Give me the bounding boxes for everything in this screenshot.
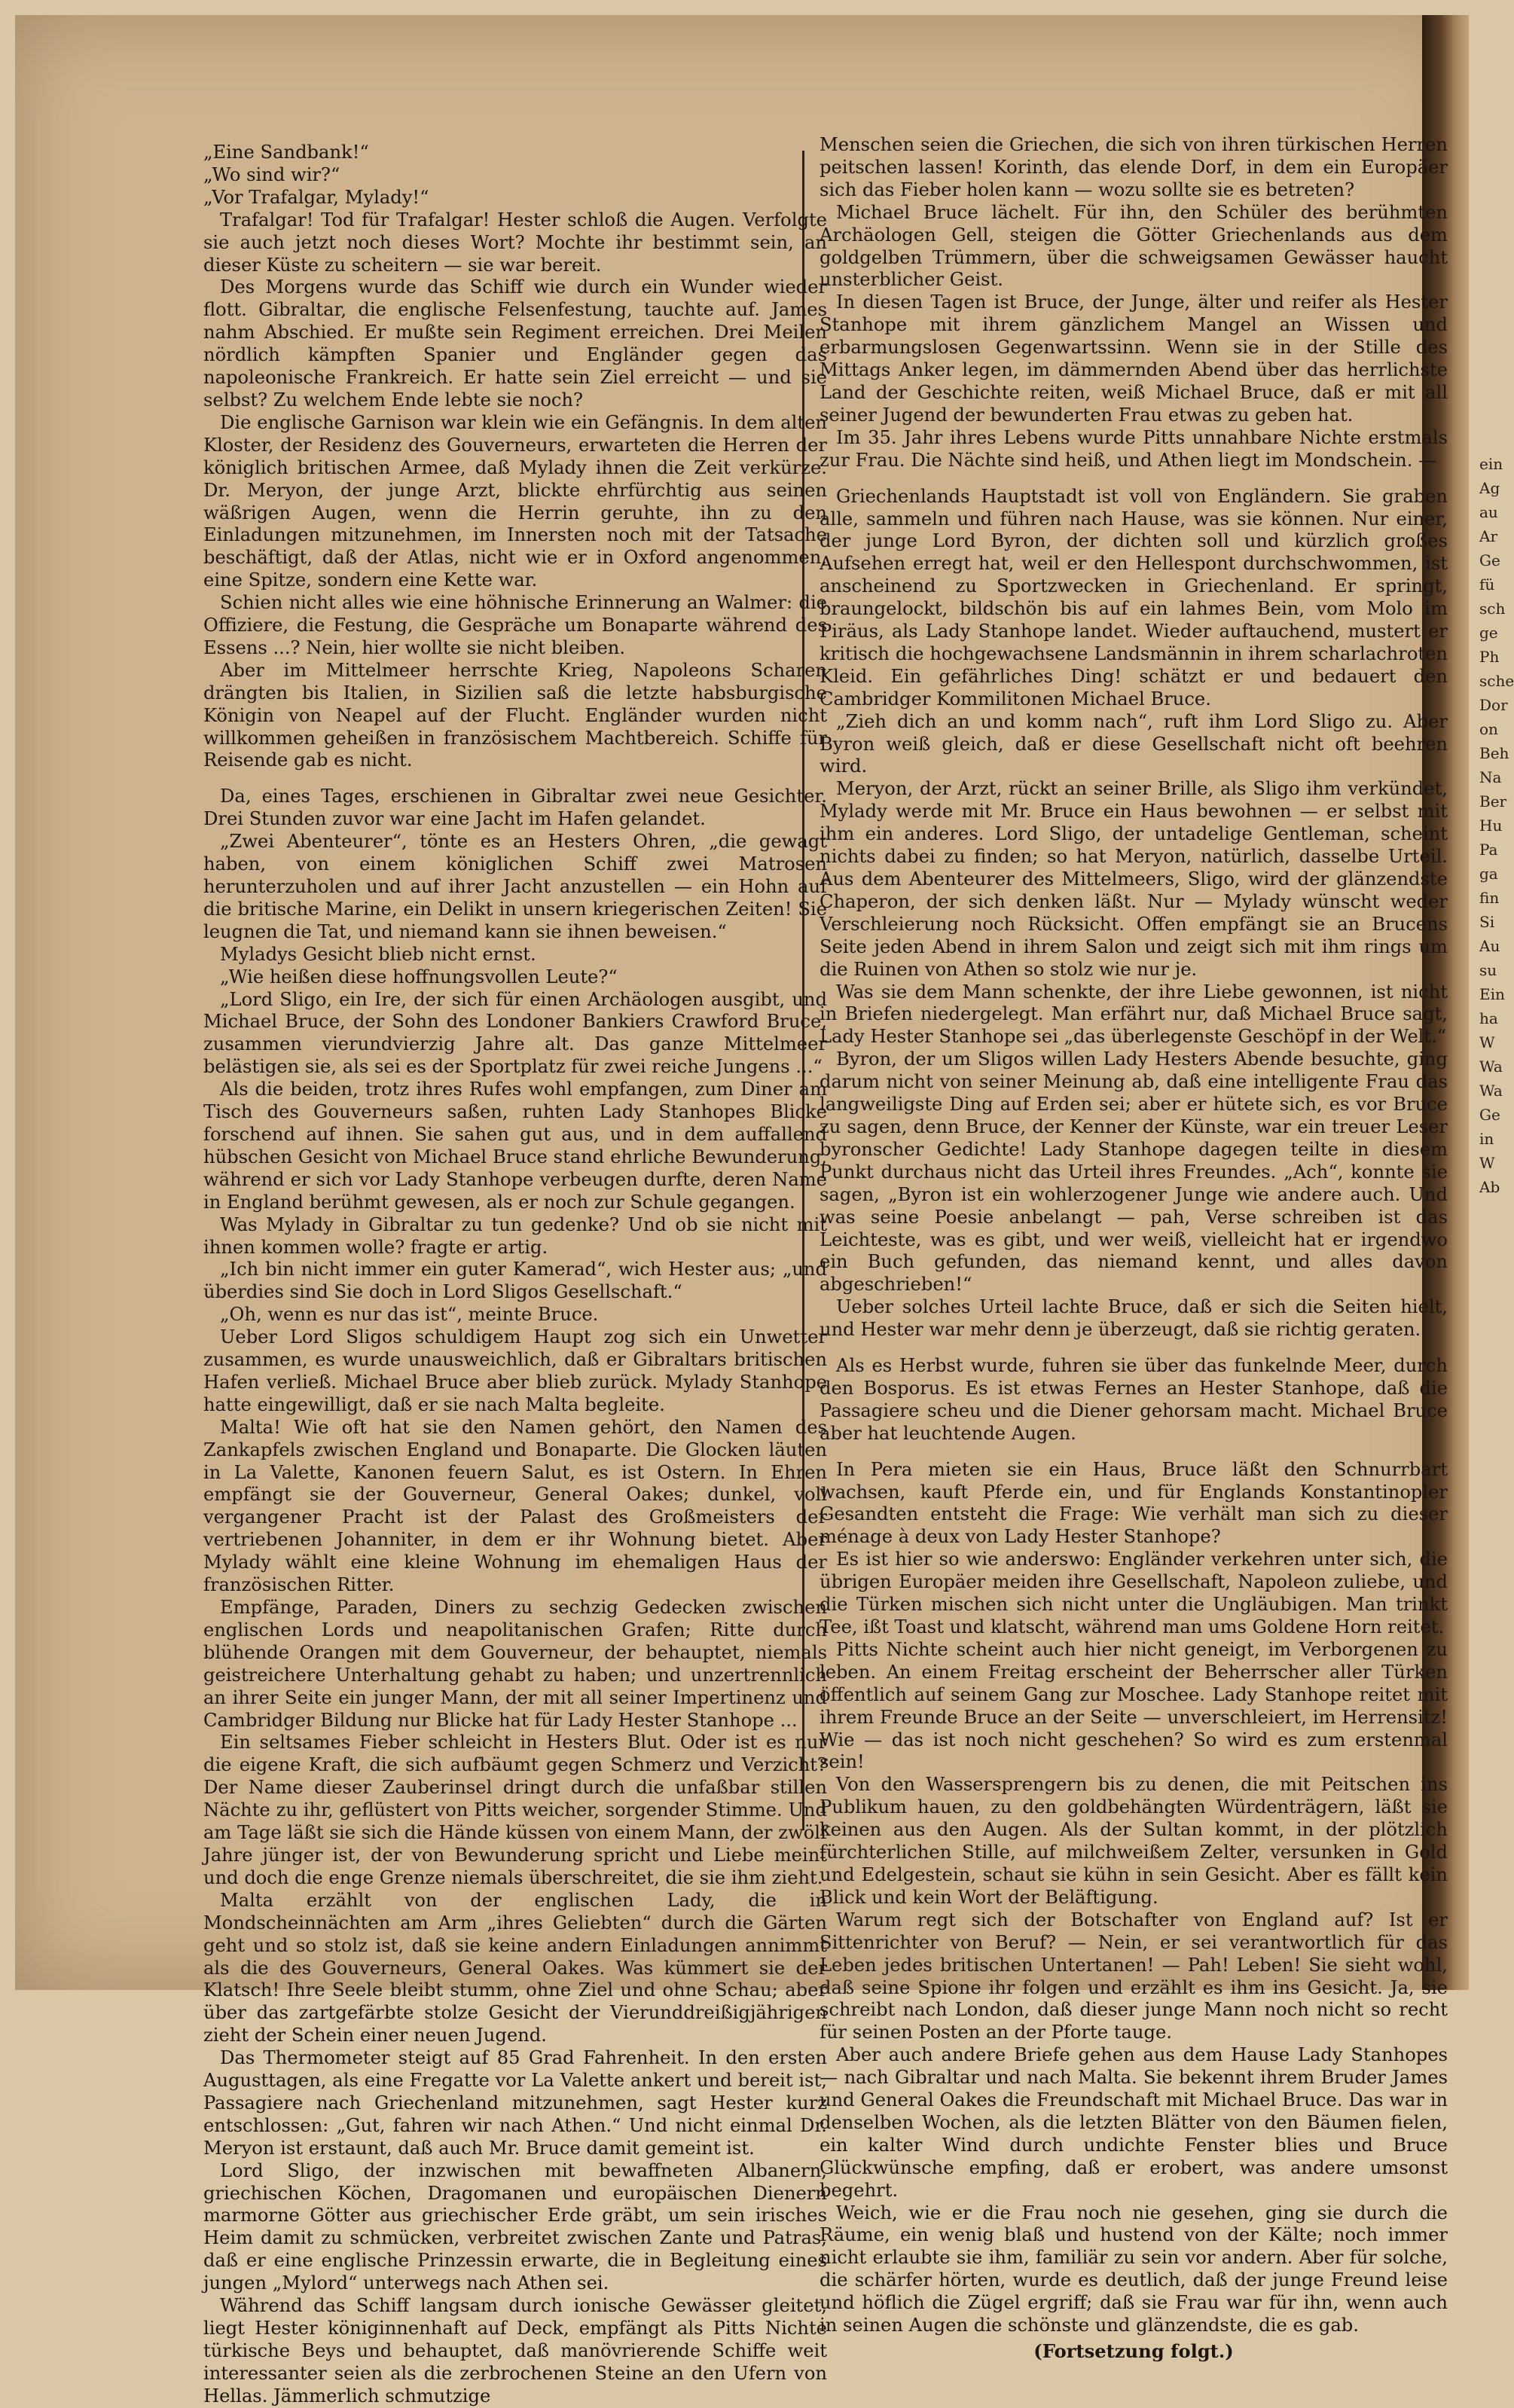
paragraph: Was sie dem Mann schenkte, der ihre Liebe gewonnen, ist nicht in Briefen niedergelegt. Man erfährt nur, daß Michael Bruce sagt, Lady Hester Stanhope sei „das überlegenste Geschöpf in der Welt.“ [820,981,1448,1048]
fragment: Pa [1479,841,1498,859]
fragment: sch [1479,600,1506,618]
fragment: on [1479,720,1498,738]
paragraph: „Wie heißen diese hoffnungsvollen Leute?“ [220,966,618,987]
article-column-right [820,134,1448,2362]
paragraph: Als es Herbst wurde, fuhren sie über das funkelnde Meer, durch den Bosporus. Es ist etwas Fernes an Hester Stanhope, daß die Passagiere scheu und die Diener gehorsam macht. Michael Bruce aber hat leuchtende Augen. [820,1355,1448,1444]
paragraph: Im 35. Jahr ihres Lebens wurde Pitts unnahbare Nichte erstmals zur Frau. Die Nächte sind heiß, und Athen liegt im Mondschein. — [820,426,1448,471]
paragraph: Was Mylady in Gibraltar zu tun gedenke? Und ob sie nicht mit ihnen kommen wolle? fragte er artig. [203,1213,827,1258]
paragraph: Weich, wie er die Frau noch nie gesehen, ging sie durch die Räume, ein wenig blaß und hustend von der Kälte; noch immer nicht erlaubte sie ihm, familiär zu sein vor andern. Aber für solche, die schärfer hörten, wurde es deutlich, daß der junge Freund leise und höflich die Zügel ergriff; daß sie Frau war für ihn, wenn auch in seinen Augen die schönste und glänzendste, die es gab. [820,2202,1448,2336]
fragment: Ge [1479,551,1500,569]
paragraph: Empfänge, Paraden, Diners zu sechzig Gedecken zwischen englischen Lords und neapolitanischen Grafen; Ritte durch blühende Orangen mit dem Gouverneur, der behauptet, niemals geistreichere Unterhaltung gehabt zu haben; und unzertrennlich an ihrer Seite ein junger Mann, der mit all seiner Impertinenz und Cambridger Bildung nur Blicke hat für Lady Hester Stanhope ... [203,1597,827,1731]
paragraph: Warum regt sich der Botschafter von England auf? Ist er Sittenrichter von Beruf? — Nein, er sei verantwortlich für das Leben jedes britischen Untertanen! — Pah! Leben! Sie sieht wohl, daß seine Spione ihr folgen und erzählt es ihm ins Gesicht. Ja, sie schreibt nach London, daß dieser junge Mann noch nicht so recht für seinen Posten an der Pforte tauge. [820,1909,1448,2043]
paragraph: „Eine Sandbank!“ [203,142,369,163]
paragraph: Während das Schiff langsam durch ionische Gewässer gleitet, liegt Hester königinnenhaft auf Deck, empfängt als Pitts Nichte türkische Beys und behauptet, daß manövrierende Schiffe weit interessanter seien als die zerbrochenen Steine an den Ufern von Hellas. Jämmerlich schmutzige [203,2295,827,2406]
fragment: Ge [1479,1106,1500,1124]
paragraph: Malta erzählt von der englischen Lady, die in Mondscheinnächten am Arm „ihres Geliebten“ durch die Gärten geht und so stolz ist, daß sie keine andern Einladungen annimmt als die des Gouverneurs, General Oakes. Was kümmert sie der Klatsch! Ihre Seele bleibt stumm, ohne Ziel und ohne Schau; aber über das zartgefärbte stolze Gesicht der Vierunddreißigjährigen zieht der Schein einer neuen Jugend. [203,1889,827,2046]
fragment: in [1479,1130,1494,1148]
paragraph: In diesen Tagen ist Bruce, der Junge, älter und reifer als Hester Stanhope mit ihrem gänzlichem Mangel an Wissen und erbarmungslosen Gegenwartssinn. Wenn sie in der Stille des Mittags Anker legen, im dämmernden Abend über das herrlichste Land der Geschichte reiten, weiß Michael Bruce, daß er mit all seiner Jugend der bewunderten Frau etwas zu geben hat. [820,291,1448,426]
paragraph: „Wo sind wir?“ [203,163,340,185]
fragment: Ag [1479,479,1500,497]
paragraph: „Lord Sligo, ein Ire, der sich für einen Archäologen ausgibt, und Michael Bruce, der Sohn des Londoner Bankiers Crawford Bruce, zusammen vierundvierzig Jahre alt. Das ganze Mittelmeer belästigen sie, als sei es der Sportplatz für zwei reiche Jungens ...“ [203,988,827,1078]
fragment: Au [1479,937,1500,955]
paragraph: Als die beiden, trotz ihres Rufes wohl empfangen, zum Diner am Tisch des Gouverneurs saßen, ruhten Lady Stanhopes Blicke forschend auf ihnen. Sie sahen gut aus, und in dem auffallend hübschen Gesicht von Michael Bruce stand ehrliche Bewunderung, während er sich vor Lady Stanhope verbeugen durfte, deren Name in England berühmt gewesen, als er noch zur Schule gegangen. [203,1079,827,1213]
paragraph: Das Thermometer steigt auf 85 Grad Fahrenheit. In den ersten Augusttagen, als eine Fregatte vor La Valette ankert und bereit ist, Passagiere nach Griechenland mitzunehmen, sagt Hester kurz entschlossen: „Gut, fahren wir nach Athen.“ Und nicht einmal Dr. Meryon ist erstaunt, daß auch Mr. Bruce damit gemeint ist. [203,2047,827,2159]
paragraph: Malta! Wie oft hat sie den Namen gehört, den Namen des Zankapfels zwischen England und Bonaparte. Die Glocken läuten in La Valette, Kanonen feuern Salut, es ist Ostern. In Ehren empfängt sie der Gouverneur, General Oakes; dunkel, voll vergangener Pracht ist der Palast des Großmeisters der vertriebenen Johanniter, in dem er ihr Wohnung bietet. Aber Mylady wählt eine kleine Wohnung im ehemaligen Haus der französischen Ritter. [203,1416,827,1596]
paragraph: Myladys Gesicht blieb nicht ernst. [220,943,536,965]
paragraph: Schien nicht alles wie eine höhnische Erinnerung an Walmer: die Offiziere, die Festung, die Gespräche um Bonaparte während des Essens ...? Nein, hier wollte sie nicht bleiben. [203,592,827,658]
fragment: W [1479,1154,1495,1172]
fragment: Na [1479,768,1502,786]
continuation-note: (Fortsetzung folgt.) [1033,2340,1234,2362]
fragment: Wa [1479,1082,1503,1100]
paragraph: Meryon, der Arzt, rückt an seiner Brille, als Sligo ihm verkündet, Mylady werde mit Mr. Bruce ein Haus bewohnen — er selbst mit ihm ein anderes. Lord Sligo, der untadelige Gentleman, scheint nichts dabei zu finden; so hat Meryon, natürlich, dasselbe Urteil. Aus dem Abenteurer des Mittelmeers, Sligo, wird der glänzendste Chaperon, der sich denken läßt. Nur — Mylady wünscht weder Verschleierung noch Rücksicht. Offen empfängt sie an Brucens Seite jeden Abend in ihrem Salon und zeigt sich mit ihm rings um die Ruinen von Athen so stolz wie nur je. [820,778,1448,980]
fragment: su [1479,961,1497,979]
fragment: ein [1479,455,1503,473]
paragraph: Des Morgens wurde das Schiff wie durch ein Wunder wieder flott. Gibraltar, die englische Felsenfestung, tauchte auf. James nahm Abschied. Er mußte sein Regiment erreichen. Drei Meilen nördlich kämpften Spanier und Engländer gegen das napoleonische Frankreich. Er hatte sein Ziel erreicht — und sie selbst? Zu welchem Ende lebte sie noch? [203,276,827,410]
fragment: Wa [1479,1058,1503,1076]
paragraph: „Zieh dich an und komm nach“, ruft ihm Lord Sligo zu. Aber Byron weiß gleich, daß er diese Gesellschaft nicht oft beehren wird. [820,710,1448,777]
fragment: ha [1479,1009,1498,1027]
paragraph: Aber im Mittelmeer herrschte Krieg, Napoleons Scharen drängten bis Italien, in Sizilien saß die letzte habsburgische Königin von Neapel auf der Flucht. Engländer wurden nicht willkommen geheißen in französischem Machtbereich. Schiffe für Reisende gab es nicht. [203,659,827,771]
fragment: Ar [1479,527,1498,545]
paragraph: Es ist hier so wie anderswo: Engländer verkehren unter sich, die übrigen Europäer meiden ihre Gesellschaft, Napoleon zuliebe, und die Türken mischen sich nicht unter die Ungläubigen. Man trinkt Tee, ißt Toast und klatscht, während man ums Goldene Horn reitet. [820,1549,1448,1637]
fragment: ga [1479,865,1498,883]
paragraph: „Zwei Abenteurer“, tönte es an Hesters Ohren, „die gewagt haben, von einem königlichen Schiff zwei Matrosen herunterzuholen und auf ihrer Jacht anzustellen — ein Hohn auf die britische Marine, ein Delikt in unsern kriegerischen Zeiten! Sie leugnen die Tat, und niemand kann sie ihnen beweisen.“ [203,831,827,942]
paragraph: Pitts Nichte scheint auch hier nicht geneigt, im Verborgenen zu leben. An einem Freitag erscheint der Beherrscher aller Türken öffentlich auf seinem Gang zur Moschee. Lady Stanhope reitet mit ihrem Freunde Bruce an der Seite — unverschleiert, im Herrensitz! Wie — das ist noch nicht geschehen? So wird es zum erstenmal sein! [820,1638,1448,1773]
fragment: Si [1479,913,1495,931]
paragraph: „Oh, wenn es nur das ist“, meinte Bruce. [220,1304,599,1326]
paragraph: Die englische Garnison war klein wie ein Gefängnis. In dem alten Kloster, der Residenz des Gouverneurs, erwarteten die Herren der königlich britischen Armee, daß Mylady ihnen die Zeit verkürze. Dr. Meryon, der junge Arzt, blickte ehrfürchtig aus seinen wäßrigen Augen, wenn die Herrin geruhte, ihn zu den Einladungen mitzunehmen, im Innersten noch mit der Tatsache beschäftigt, daß der Atlas, nicht wie er in Oxford angenommen, eine Spitze, sondern eine Kette war. [203,411,827,591]
paragraph: Da, eines Tages, erschienen in Gibraltar zwei neue Gesichter. Drei Stunden zuvor war eine Jacht im Hafen gelandet. [203,786,827,830]
paragraph: „Ich bin nicht immer ein guter Kamerad“, wich Hester aus; „und überdies sind Sie doch in Lord Sligos Gesellschaft.“ [203,1259,827,1303]
paragraph: Aber auch andere Briefe gehen aus dem Hause Lady Stanhopes — nach Gibraltar und nach Malta. Sie bekennt ihrem Bruder James und General Oakes die Freundschaft mit Michael Bruce. Das war in denselben Wochen, als die letzten Blätter von den Bäumen fielen, ein kalter Wind durch undichte Fenster blies und Bruce Glückwünsche empfing, daß er erobert, was andere umsonst begehrt. [820,2044,1448,2201]
fragment: fü [1479,575,1495,594]
fragment: W [1479,1033,1495,1051]
paragraph: Lord Sligo, der inzwischen mit bewaffneten Albanern, griechischen Köchen, Dragomanen und europäischen Dienern marmorne Götter aus griechischer Erde gräbt, um sein irisches Heim damit zu schmücken, verbreitet zwischen Zante und Patras, daß er eine englische Prinzessin erwarte, die in Begleitung eines jungen „Mylord“ unterwegs nach Athen sei. [203,2159,827,2294]
fragment: au [1479,503,1498,521]
paragraph: Menschen seien die Griechen, die sich von ihren türkischen Herren peitschen lassen! Korinth, das elende Dorf, in dem ein Europäer sich das Fieber holen kann — wozu sollte sie es betreten? [820,134,1448,200]
adjacent-page-fragments [1479,452,1514,1199]
fragment: fin [1479,889,1500,907]
fragment: Hu [1479,816,1503,835]
paragraph: Byron, der um Sligos willen Lady Hesters Abende besuchte, ging darum nicht von seiner Meinung ab, daß eine intelligente Frau das langweiligste Ding auf Erden sei; aber er hütete sich, es vor Bruce zu sagen, denn Bruce, der Kenner der Künste, war ein treuer Leser byronscher Gedichte! Lady Stanhope dagegen teilte in diesem Punkt durchaus nicht das Urteil ihres Freundes. „Ach“, konnte sie sagen, „Byron ist ein wohlerzogener Junge wie andere auch. Und was seine Poesie anbelangt — pah, Verse schreiben ist das Leichteste, was es gibt, und wer weiß, vielleicht hat er irgendwo ein Buch gefunden, das niemand kennt, und alles davon abgeschrieben!“ [820,1048,1448,1296]
paragraph: Ueber Lord Sligos schuldigem Haupt zog sich ein Unwetter zusammen, es wurde unausweichlich, daß er Gibraltars britischen Hafen verließ. Michael Bruce aber blieb zurück. Mylady Stanhope hatte eingewilligt, daß er sie nach Malta begleite. [203,1326,827,1415]
fragment: Dor [1479,696,1508,714]
paragraph: „Vor Trafalgar, Mylady!“ [203,186,429,208]
paragraph: Ein seltsames Fieber schleicht in Hesters Blut. Oder ist es nur die eigene Kraft, die sich aufbäumt gegen Schmerz und Verzicht? Der Name dieser Zauberinsel dringt durch die unfaßbar stillen Nächte zu ihr, geflüstert von Pitts weicher, sorgender Stimme. Und am Tage läßt sie sich die Hände küssen von einem Mann, der zwölf Jahre jünger ist, der von Bewunderung spricht und Liebe meint und doch die enge Grenze niemals überschreitet, die sie ihm zieht. [203,1732,827,1888]
paragraph: Trafalgar! Tod für Trafalgar! Hester schloß die Augen. Verfolgte sie auch jetzt noch dieses Wort? Mochte ihr bestimmt sein, an dieser Küste zu scheitern — sie war bereit. [203,209,827,276]
fragment: ge [1479,624,1498,642]
fragment: Ph [1479,648,1500,666]
fragment: Beh [1479,744,1509,762]
fragment: sche [1479,672,1514,690]
fragment: Ein [1479,985,1505,1003]
paragraph: Ueber solches Urteil lachte Bruce, daß er sich die Seiten hielt, und Hester war mehr denn je überzeugt, daß sie richtig geraten. [820,1296,1448,1341]
paragraph: In Pera mieten sie ein Haus, Bruce läßt den Schnurrbart wachsen, kauft Pferde ein, und für Englands Konstantinopler Gesandten entsteht die Frage: Wie verhält man sich zu dieser ménage à deux von Lady Hester Stanhope? [820,1458,1448,1548]
paragraph: Von den Wassersprengern bis zu denen, die mit Peitschen ins Publikum hauen, zu den goldbehängten Würdenträgern, läßt sie keinen aus den Augen. Als der Sultan kommt, in der plötzlich fürchterlichen Stille, auf milchweißem Zelter, versunken in Gold und Edelgestein, schaut sie kühn in sein Gesicht. Aber es fällt kein Blick und kein Wort der Beläftigung. [820,1774,1448,1908]
paragraph: Griechenlands Hauptstadt ist voll von Engländern. Sie graben alle, sammeln und führen nach Hause, was sie können. Nur einer, der junge Lord Byron, der dichten soll und kürzlich großes Aufsehen erregt hat, weil er den Hellespont durchschwommen, ist anscheinend zu Sportzwecken in Griechenland. Er springt, braungelockt, bildschön bis auf ein lahmes Bein, vom Molo im Piräus, als Lady Stanhope landet. Wieder auftauchend, mustert er kritisch die hochgewachsene Landsmännin in ihrem scharlachroten Kleid. Ein gefährliches Ding! schätzt er und bedauert den Cambridger Kommilitonen Michael Bruce. [820,485,1448,710]
fragment: Ab [1479,1178,1500,1196]
fragment: Ber [1479,792,1507,810]
paragraph: Michael Bruce lächelt. Für ihn, den Schüler des berühmten Archäologen Gell, steigen die Götter Griechenlands aus dem goldgelben Trümmern, über die schweigsamen Gewässer haucht unsterblicher Geist. [820,201,1448,291]
article-column-left [203,142,827,2406]
